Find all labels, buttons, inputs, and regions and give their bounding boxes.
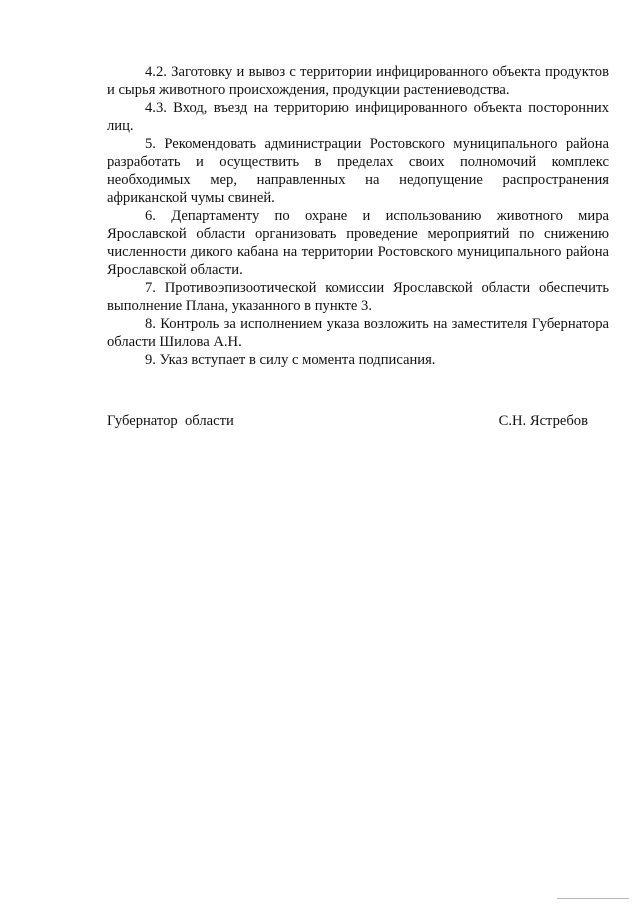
paragraph-6: 6. Департаменту по охране и использованию животного мира Ярославской области организовать проведение мероприятий по снижению численности дикого кабана на территории Ростовского муниципального района Ярославской области. [107, 208, 609, 278]
decree-text [107, 63, 609, 369]
footer-divider [557, 898, 629, 899]
paragraph-9: 9. Указ вступает в силу с момента подписания. [145, 352, 436, 368]
paragraph-7: 7. Противоэпизоотической комиссии Ярославской области обеспечить выполнение Плана, указанного в пункте 3. [107, 280, 609, 314]
paragraph-8: 8. Контроль за исполнением указа возложить на заместителя Губернатора области Шилова А.Н. [107, 316, 609, 350]
signature-block [107, 412, 588, 430]
paragraph-4-3: 4.3. Вход, въезд на территорию инфицированного объекта посторонних лиц. [107, 100, 609, 134]
signatory-name: С.Н. Ястребов [498, 413, 588, 429]
paragraph-5: 5. Рекомендовать администрации Ростовского муниципального района разработать и осуществить в пределах своих полномочий комплекс необходимых мер, направленных на недопущение распространения африканской чумы свиней. [107, 136, 609, 206]
signatory-position: Губернатор области [107, 413, 234, 429]
paragraph-4-2: 4.2. Заготовку и вывоз с территории инфицированного объекта продуктов и сырья животного происхождения, продукции растениеводства. [107, 64, 609, 98]
